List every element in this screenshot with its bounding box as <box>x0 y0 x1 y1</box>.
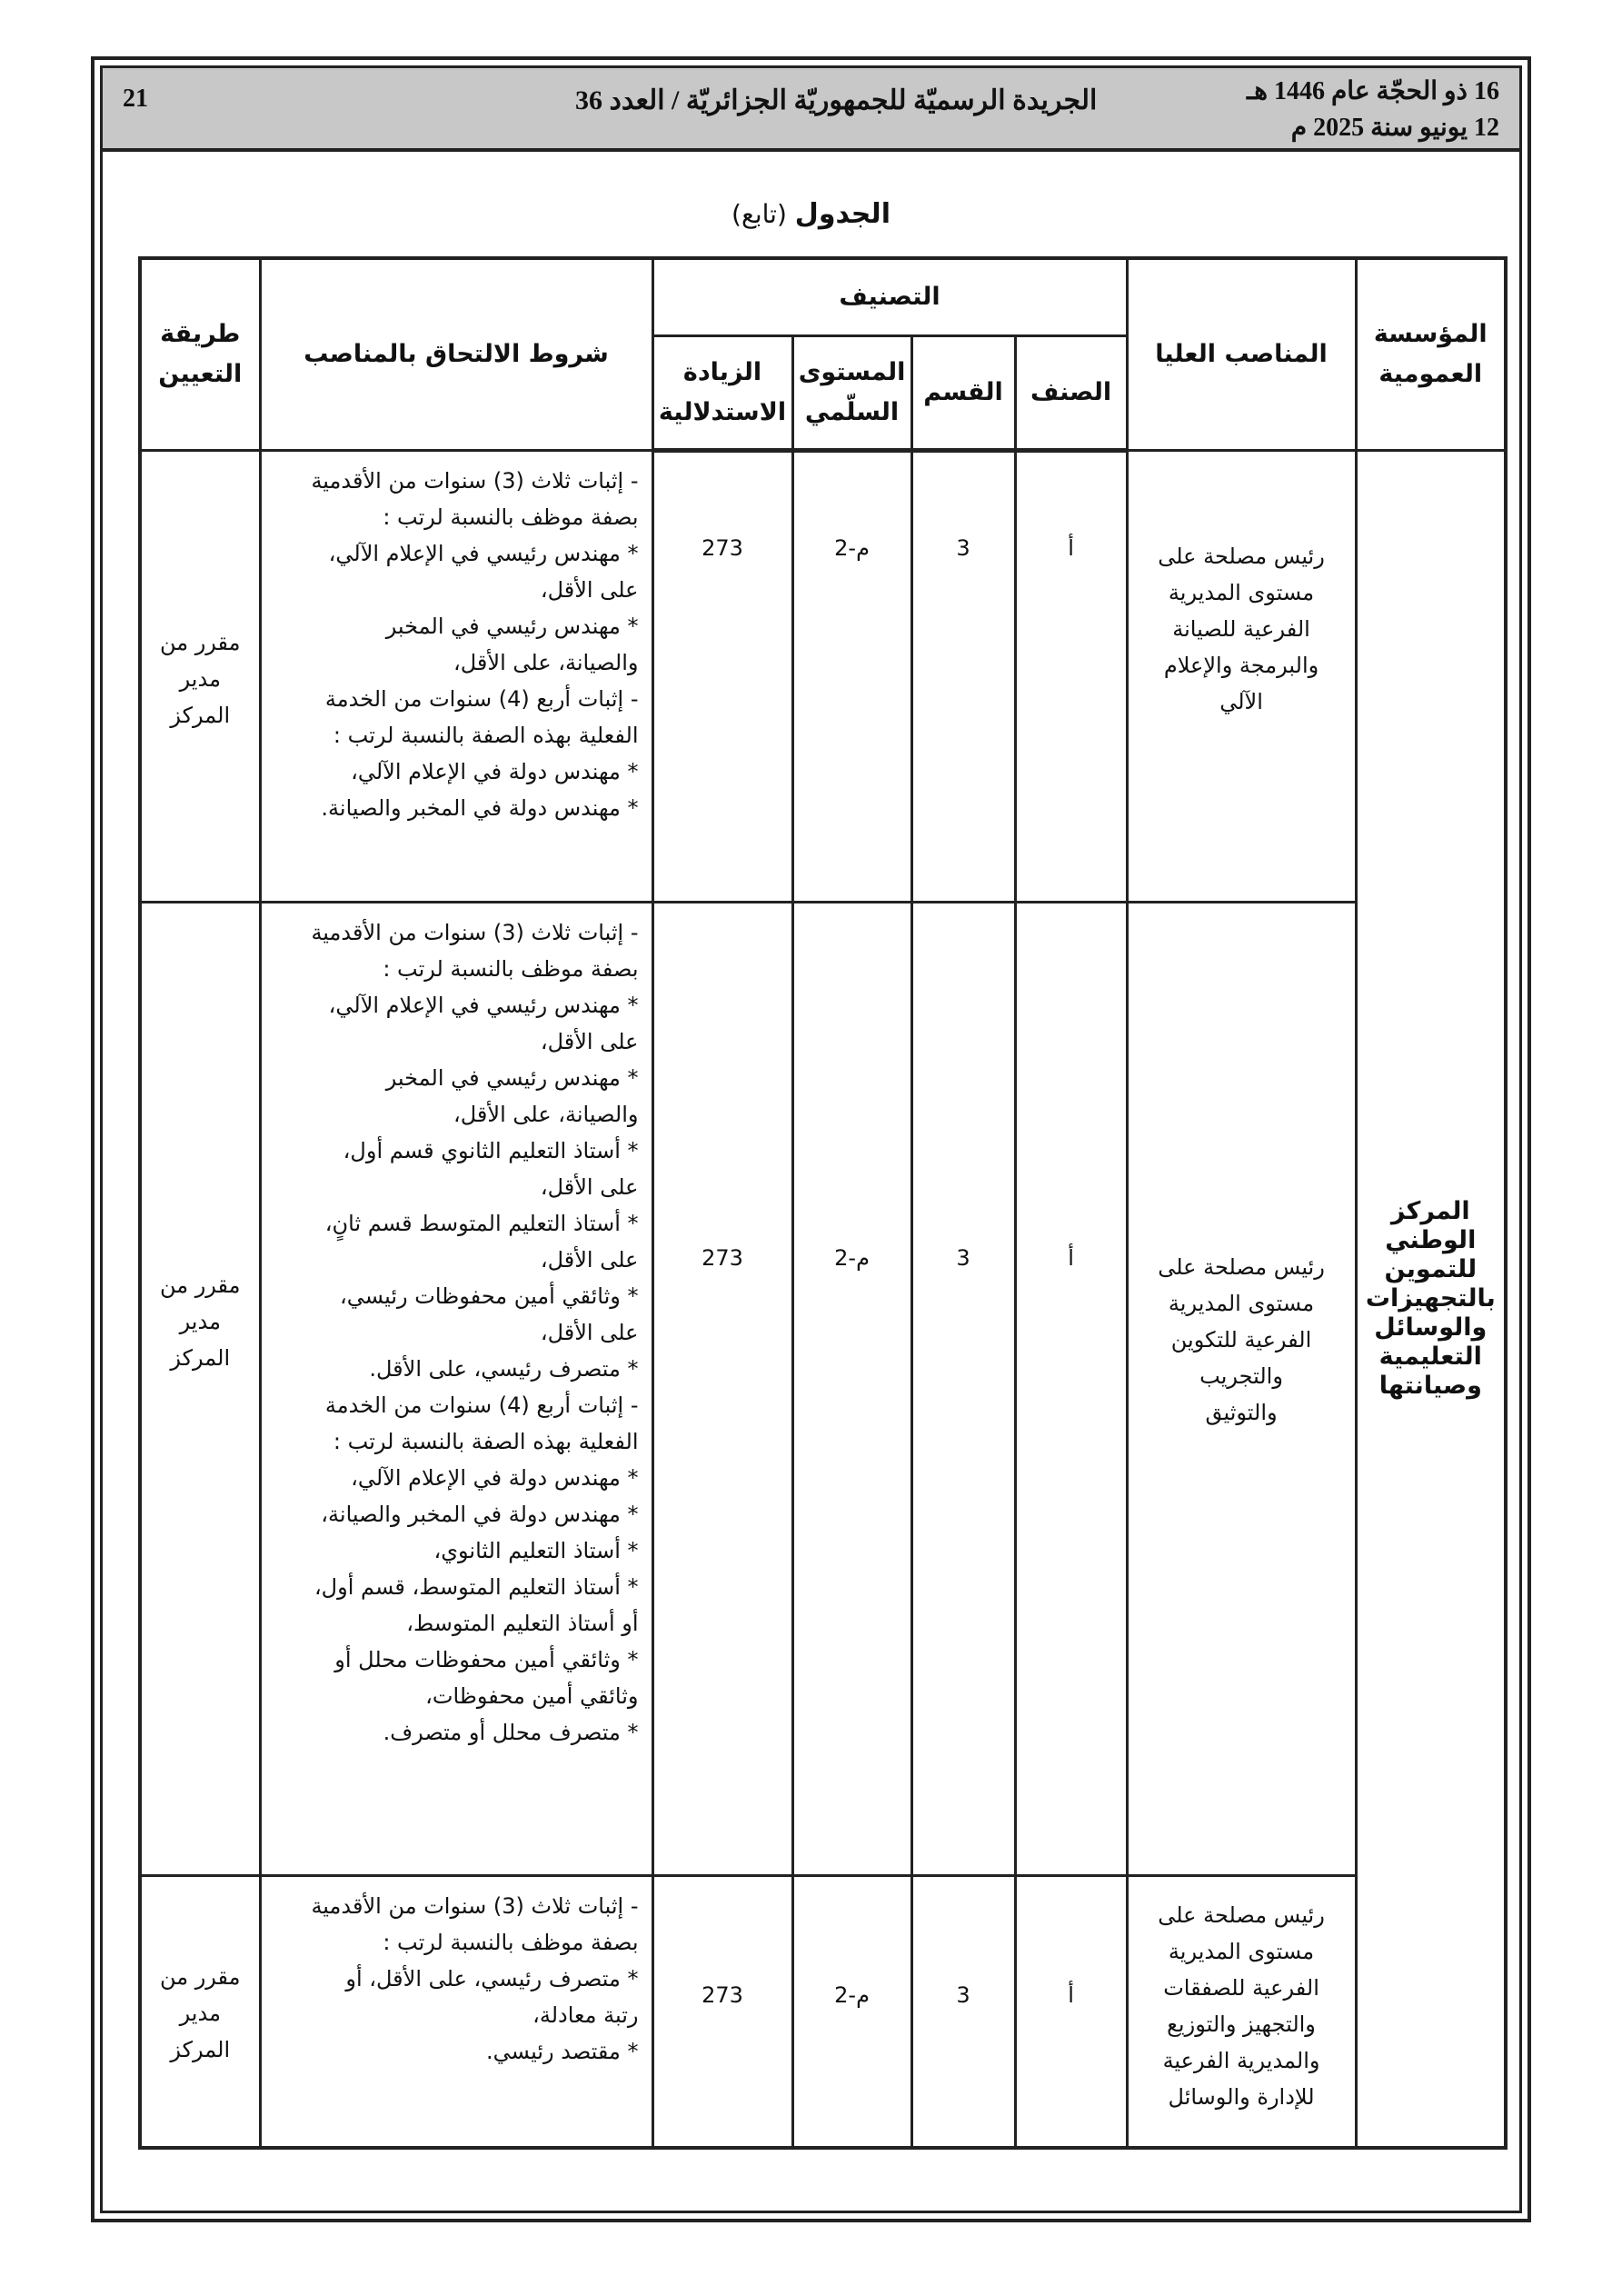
text-line: الفعلية بهذه الصفة بالنسبة لرتب : <box>333 1428 639 1454</box>
text-line: * أستاذ التعليم المتوسط، قسم أول، <box>313 1573 639 1600</box>
page-header <box>103 68 1519 152</box>
header-line: الزيادة <box>682 357 762 386</box>
text-line: مقرر من <box>159 1272 241 1298</box>
class-cell: أ <box>1015 450 1127 902</box>
text-line: رئيس مصلحة على <box>1158 543 1325 569</box>
caption-title: الجدول <box>794 198 891 230</box>
increment-cell: 273 <box>652 450 792 902</box>
text-line: الفعلية بهذه الصفة بالنسبة لرتب : <box>333 722 639 748</box>
text-line: - إثبات ثلاث (3) سنوات من الأقدمية <box>311 467 639 494</box>
table-caption <box>0 198 1622 230</box>
text-line: الآلي <box>1219 688 1263 714</box>
text-line: - إثبات ثلاث (3) سنوات من الأقدمية <box>311 919 639 945</box>
text-line: على الأقل، <box>540 1319 639 1345</box>
text-line: رئيس مصلحة على <box>1158 1253 1325 1280</box>
text-line: الوطني <box>1385 1225 1477 1254</box>
text-line: للإدارة والوسائل <box>1168 2083 1315 2110</box>
text-line: والصيانة، على الأقل، <box>453 1101 639 1127</box>
category-cell: 3 <box>911 450 1015 902</box>
level-cell: م-2 <box>792 902 911 1875</box>
post-cell <box>1127 1875 1356 2148</box>
text-line: والتوثيق <box>1205 1399 1278 1425</box>
text-line: والوسائل <box>1374 1313 1488 1342</box>
text-line: المركز <box>1390 1196 1470 1225</box>
text-line: مقرر من <box>159 1963 241 1990</box>
text-line: التعليمية <box>1378 1342 1482 1371</box>
text-line: والصيانة، على الأقل، <box>453 649 639 675</box>
text-line: مستوى المديرية <box>1168 579 1315 605</box>
appointment-cell <box>140 902 260 1875</box>
text-line: مدير <box>179 665 221 692</box>
text-line: على الأقل، <box>540 576 639 603</box>
header-line: التعيين <box>158 359 243 388</box>
institution-cell <box>1356 450 1506 2148</box>
text-line: * أستاذ التعليم الثانوي، <box>433 1537 639 1563</box>
text-line: * مهندس دولة في المخبر والصيانة، <box>321 1501 639 1527</box>
appointment-cell <box>140 450 260 902</box>
date-hijri: 16 ذو الحجّة عام 1446 هـ <box>1246 77 1499 105</box>
text-line: * أستاذ التعليم المتوسط قسم ثانٍ، <box>324 1210 639 1236</box>
text-line: * وثائقي أمين محفوظات رئيسي، <box>339 1283 639 1309</box>
gazette-title: الجريدة الرسميّة للجمهوريّة الجزائريّة / العدد 36 <box>575 85 1098 115</box>
text-line: بالتجهيزات <box>1365 1283 1496 1313</box>
text-line: مقرر من <box>159 629 241 655</box>
class-cell: أ <box>1015 1875 1127 2148</box>
text-line: * أستاذ التعليم الثانوي قسم أول، <box>343 1137 639 1163</box>
text-line: مدير <box>179 1308 221 1334</box>
increment-cell: 273 <box>652 1875 792 2148</box>
text-line: على الأقل، <box>540 1246 639 1273</box>
text-line: * مهندس دولة في الإعلام الآلي، <box>351 1464 639 1491</box>
header-dates <box>1247 74 1499 146</box>
date-gregorian: 12 يونيو سنة 2025 م <box>1290 114 1499 142</box>
text-line: وثائقي أمين محفوظات، <box>425 1682 639 1709</box>
positions-table <box>138 256 1508 2150</box>
text-line: على الأقل، <box>540 1028 639 1054</box>
header-line: طريقة <box>160 319 241 348</box>
conditions-cell <box>260 1875 652 2148</box>
text-line: مدير <box>179 2000 221 2026</box>
table-row <box>140 902 1506 1875</box>
text-line: الفرعية للصيانة <box>1172 615 1310 642</box>
header-posts: المناصب العليا <box>1127 258 1356 450</box>
text-line: بصفة موظف بالنسبة لرتب : <box>383 1929 639 1955</box>
header-institution <box>1356 258 1506 450</box>
text-line: بصفة موظف بالنسبة لرتب : <box>383 504 639 530</box>
text-line: الفرعية للتكوين <box>1170 1326 1312 1353</box>
header-line: المؤسسة <box>1373 319 1488 348</box>
text-line: - إثبات أربع (4) سنوات من الخدمة <box>324 1392 639 1418</box>
post-cell <box>1127 450 1356 902</box>
text-line: الفرعية للصفقات <box>1163 1974 1319 2001</box>
table-row <box>140 450 1506 902</box>
text-line: * مهندس رئيسي في الإعلام الآلي، <box>328 540 639 566</box>
text-line: والتجهيز والتوزيع <box>1167 2011 1316 2037</box>
class-cell: أ <box>1015 902 1127 1875</box>
level-cell: م-2 <box>792 1875 911 2148</box>
text-line: المركز <box>170 702 231 728</box>
text-line: بصفة موظف بالنسبة لرتب : <box>383 955 639 982</box>
text-line: * مهندس رئيسي في المخبر <box>385 1064 639 1091</box>
text-line: للتموين <box>1384 1254 1478 1283</box>
header-appointment <box>140 258 260 450</box>
text-line: رتبة معادلة، <box>532 2002 639 2028</box>
text-line: على الأقل، <box>540 1173 639 1200</box>
text-line: * مهندس دولة في الإعلام الآلي، <box>351 758 639 784</box>
page-number: 21 <box>123 85 148 113</box>
level-cell: م-2 <box>792 450 911 902</box>
text-line: * مهندس دولة في المخبر والصيانة. <box>321 794 639 821</box>
header-line: الاستدلالية <box>658 397 787 426</box>
appointment-cell <box>140 1875 260 2148</box>
text-line: * متصرف رئيسي، على الأقل، أو <box>345 1965 639 1992</box>
text-line: * مهندس رئيسي في الإعلام الآلي، <box>328 992 639 1018</box>
header-line: العمومية <box>1378 359 1483 388</box>
category-cell: 3 <box>911 902 1015 1875</box>
text-line: والمديرية الفرعية <box>1162 2047 1320 2073</box>
text-line: أو أستاذ التعليم المتوسط، <box>406 1610 639 1636</box>
caption-subtitle: (تابع) <box>731 199 787 229</box>
text-line: - إثبات أربع (4) سنوات من الخدمة <box>324 685 639 712</box>
text-line: * متصرف محلل أو متصرف. <box>383 1719 639 1745</box>
text-line: * متصرف رئيسي، على الأقل. <box>369 1355 639 1382</box>
conditions-cell <box>260 450 652 902</box>
post-cell <box>1127 902 1356 1875</box>
text-line: والبرمجة والإعلام <box>1163 652 1319 678</box>
conditions-cell <box>260 902 652 1875</box>
header-line: السلّمي <box>804 397 900 426</box>
category-cell: 3 <box>911 1875 1015 2148</box>
text-line: * مهندس رئيسي في المخبر <box>385 613 639 639</box>
text-line: المركز <box>170 1344 231 1371</box>
text-line: والتجريب <box>1199 1363 1283 1389</box>
text-line: - إثبات ثلاث (3) سنوات من الأقدمية <box>311 1892 639 1919</box>
header-class: الصنف <box>1015 335 1127 450</box>
text-line: رئيس مصلحة على <box>1158 1902 1325 1928</box>
header-conditions: شروط الالتحاق بالمناصب <box>260 258 652 450</box>
table-row <box>140 1875 1506 2148</box>
header-level <box>792 335 911 450</box>
text-line: مستوى المديرية <box>1168 1290 1315 1316</box>
text-line: * وثائقي أمين محفوظات محلل أو <box>334 1646 639 1672</box>
text-line: مستوى المديرية <box>1168 1938 1315 1964</box>
header-line: المستوى <box>798 357 906 386</box>
increment-cell: 273 <box>652 902 792 1875</box>
text-line: وصيانتها <box>1378 1371 1482 1400</box>
text-line: * مقتصد رئيسي. <box>486 2038 639 2064</box>
text-line: المركز <box>170 2036 231 2062</box>
header-category: القسم <box>911 335 1015 450</box>
header-classification: التصنيف <box>652 258 1127 335</box>
header-increment <box>652 335 792 450</box>
